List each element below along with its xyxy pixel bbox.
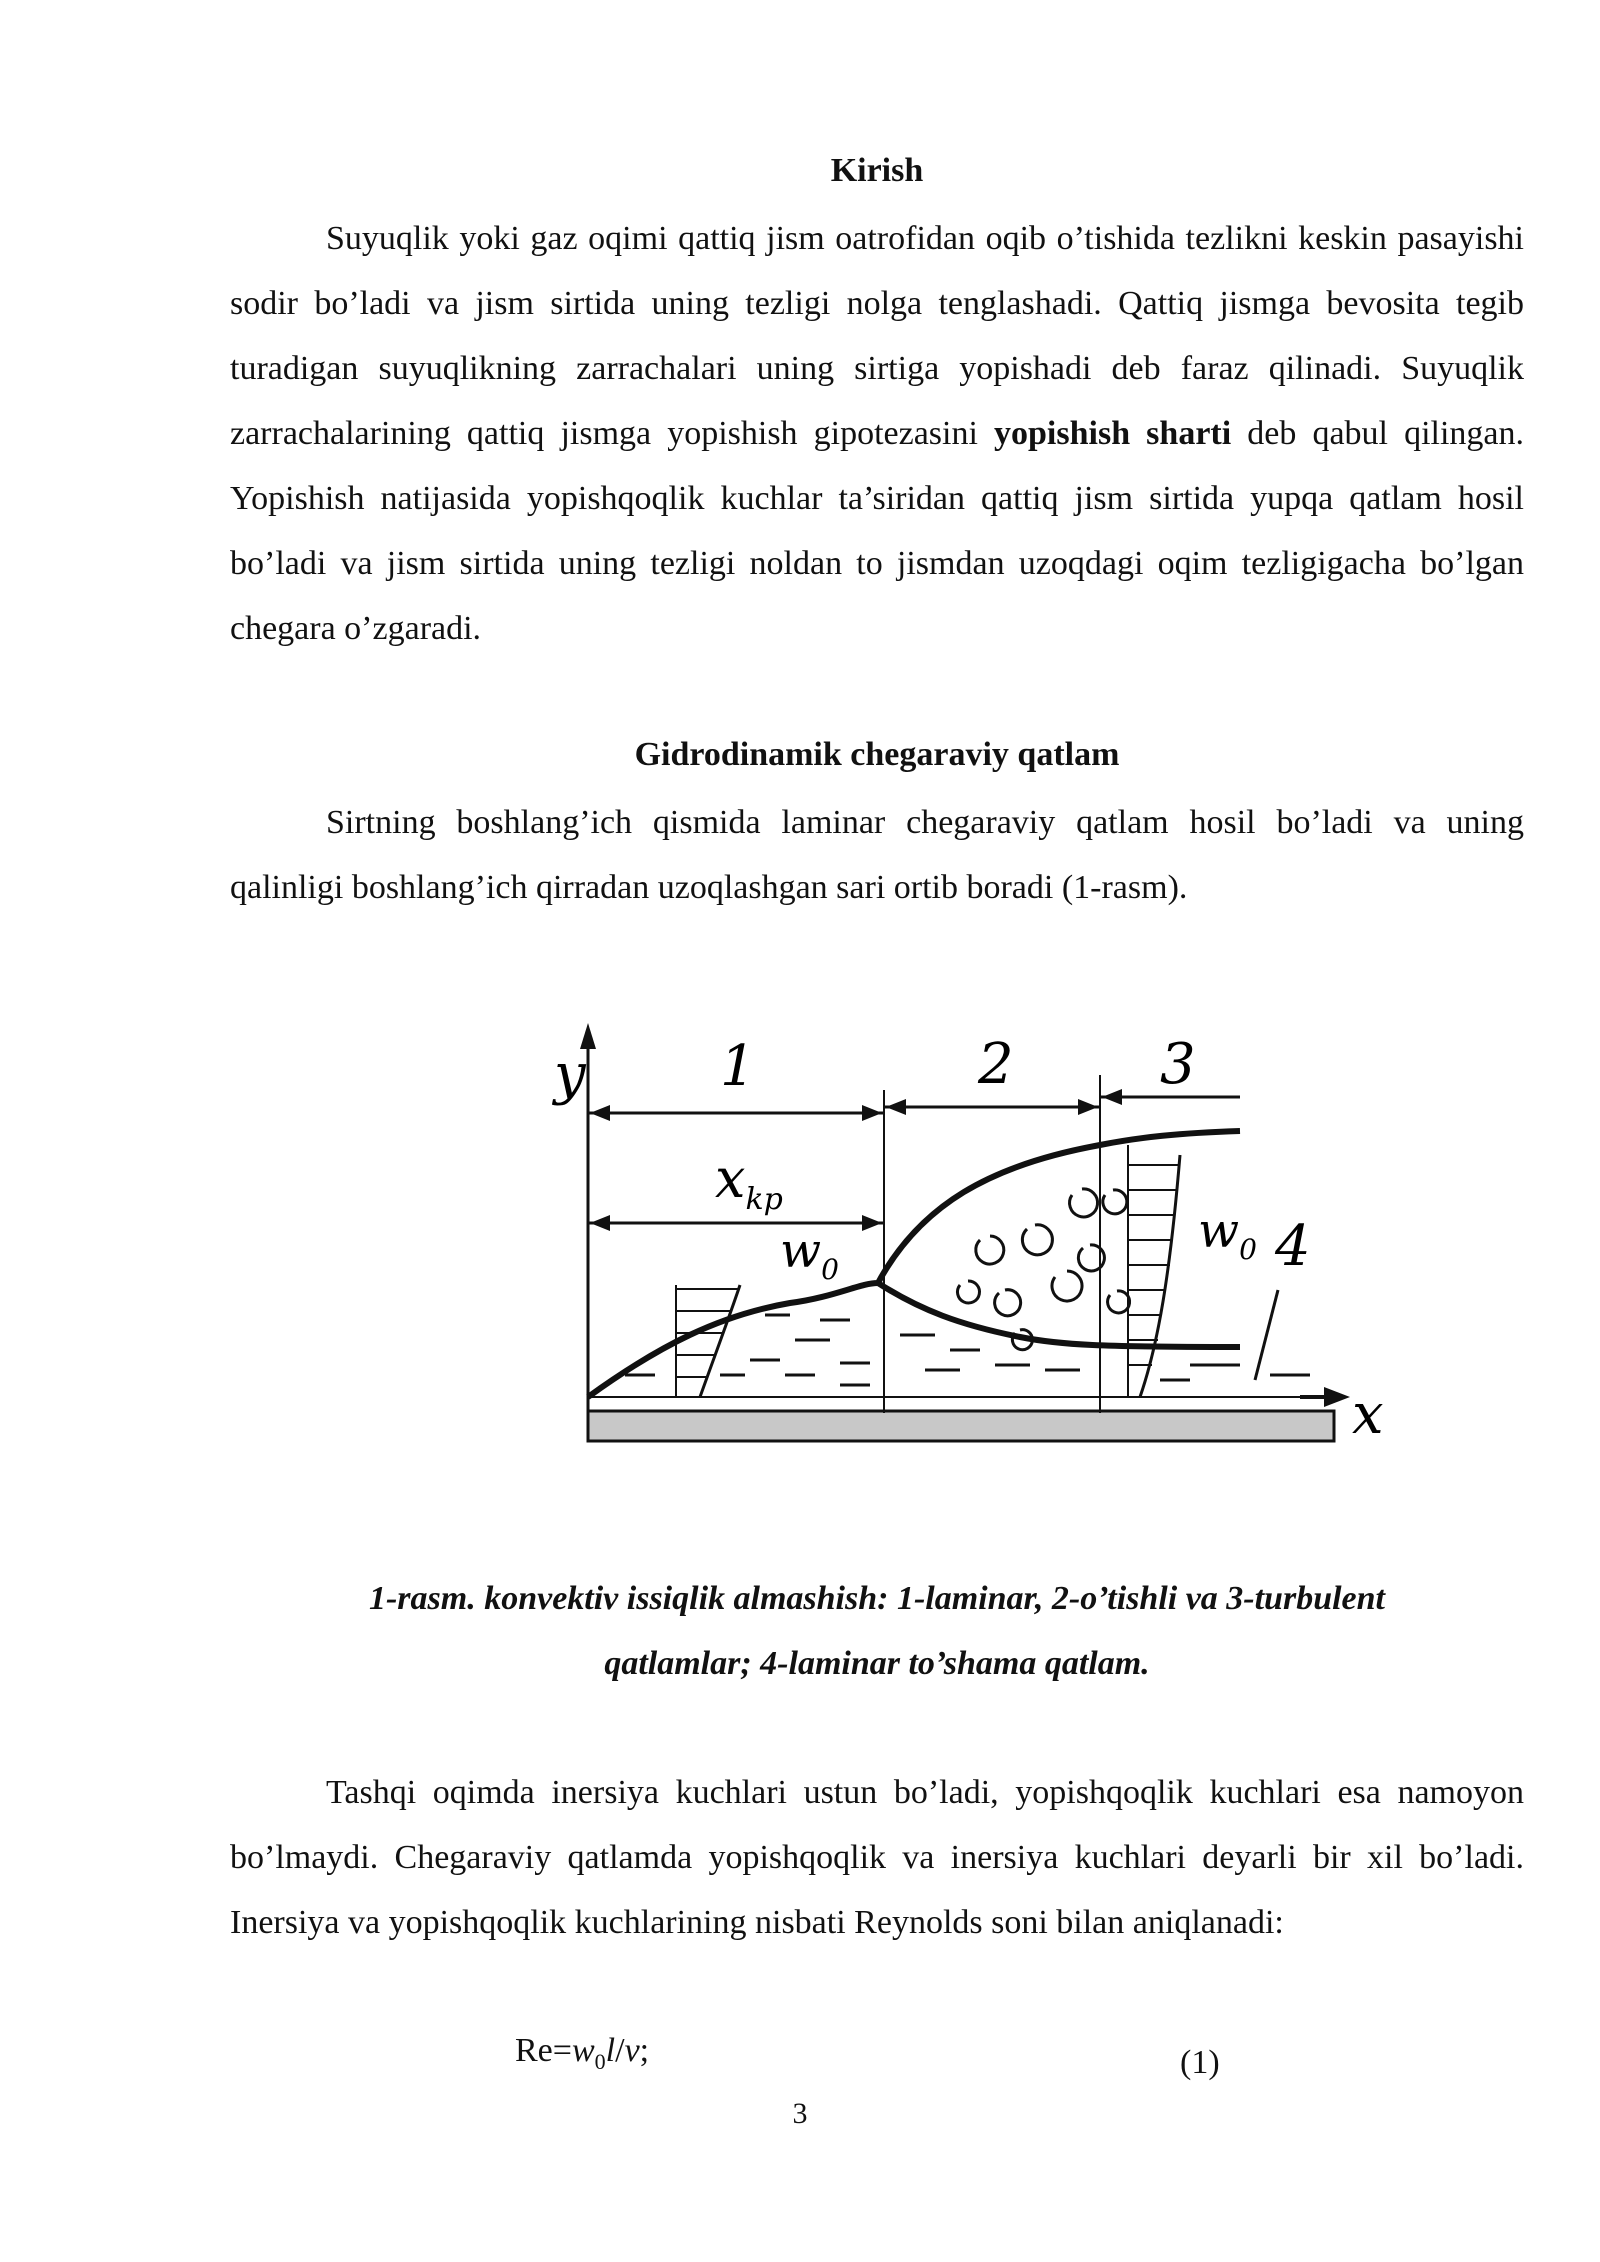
- heading-kirish: Kirish: [830, 152, 924, 189]
- plate: [588, 1411, 1334, 1441]
- xcr-label: $x_{kp}$: [715, 1147, 783, 1217]
- paragraph-intro-text-b: deb qabul qilingan. Yopishish natijasida yopishqoqlik kuchlar ta’siridan qattiq jism sirtida yupqa qatlam hosil bo’ladi va jism sirtida uning tezligi noldan to jismdan uzoqdagi oqim tezligigacha bo’lgan chegara o’zgaradi.: [230, 415, 1524, 647]
- xcr-arrow-left: [590, 1215, 610, 1231]
- reynolds-formula: [515, 2032, 649, 2075]
- formula-semicolon: ;: [639, 2032, 650, 2069]
- boundary-layer-diagram: [540, 1015, 1384, 1475]
- x-axis-label: x: [1352, 1382, 1384, 1447]
- formula-nu: v: [624, 2032, 640, 2069]
- figure-boundary-layer: [540, 1015, 1384, 1475]
- w0-left-label: $w_0$: [780, 1223, 839, 1286]
- zone4-label: 4: [1275, 1214, 1311, 1279]
- zone1-arrow-left: [590, 1105, 610, 1121]
- zone2-label: 2: [978, 1032, 1014, 1097]
- turbulent-velocity-arrows: [1128, 1145, 1178, 1397]
- zone2-arrow-right: [1078, 1099, 1098, 1115]
- equation-number: (1): [1180, 2044, 1220, 2081]
- paragraph-reynolds: Tashqi oqimda inersiya kuchlari ustun bo’ladi, yopishqoqlik kuchlari esa namoyon bo’lmaydi. Chegaraviy qatlamda yopishqoqlik va inersiya kuchlari deyarli bir xil bo’ladi. Inersiya va yopishqoqlik kuchlarining nisbati Reynolds soni bilan aniqlanadi:: [230, 1774, 1524, 1941]
- paragraph-intro-text-a: Suyuqlik yoki gaz oqimi qattiq jism oatrofidan oqib o’tishida tezlikni keskin pasayishi sodir bo’ladi va jism sirtida uning tezligi nolga tenglashadi. Qattiq jismga bevosita tegib turadigan suyuqlikning zarrachalari uning sirtiga yopishadi deb faraz qilinadi. Suyuqlik zarrachalarining qattiq jismga yopishish gipotezasini: [230, 220, 1524, 452]
- formula-l: l: [605, 2032, 616, 2069]
- zone1-arrow-right: [862, 1105, 882, 1121]
- zone1-label: 1: [720, 1034, 756, 1099]
- formula-w-sub: 0: [594, 2048, 606, 2074]
- y-axis-label: y: [554, 1042, 586, 1107]
- w0-right-label: $w_0$: [1198, 1203, 1257, 1266]
- sublayer-leader-line: [1255, 1290, 1278, 1380]
- zone3-label: 3: [1160, 1032, 1196, 1097]
- x-axis-arrow: [1324, 1387, 1350, 1407]
- formula-re: Re: [515, 2032, 553, 2069]
- formula-equals: =: [552, 2032, 572, 2069]
- heading-chegaraviy-qatlam: Gidrodinamik chegaraviy qatlam: [634, 736, 1120, 773]
- page-number: 3: [792, 2097, 808, 2130]
- formula-line: [230, 2032, 1524, 2092]
- paragraph-intro: [230, 206, 1524, 661]
- figure-caption-line-1: 1-rasm. konvektiv issiqlik almashish: 1-laminar, 2-o’tishli va 3-turbulent: [368, 1580, 1386, 1617]
- zone3-arrow-left: [1102, 1089, 1122, 1105]
- formula-slash: /: [615, 2032, 625, 2069]
- figure-caption-line-2: qatlamlar; 4-laminar to’shama qatlam.: [604, 1645, 1150, 1682]
- term-yopishish-sharti: yopishish sharti: [994, 415, 1232, 452]
- zone2-arrow-left: [886, 1099, 906, 1115]
- laminar-velocity-profile: [700, 1285, 740, 1397]
- xcr-arrow-right: [862, 1215, 882, 1231]
- paragraph-boundary-layer: Sirtning boshlang’ich qismida laminar chegaraviy qatlam hosil bo’ladi va uning qalinligi boshlang’ich qirradan uzoqlashgan sari ortib boradi (1-rasm).: [230, 804, 1524, 906]
- laminar-sublayer-edge: [878, 1283, 1240, 1347]
- formula-w: w: [571, 2032, 595, 2069]
- turbulent-velocity-profile: [1140, 1155, 1180, 1397]
